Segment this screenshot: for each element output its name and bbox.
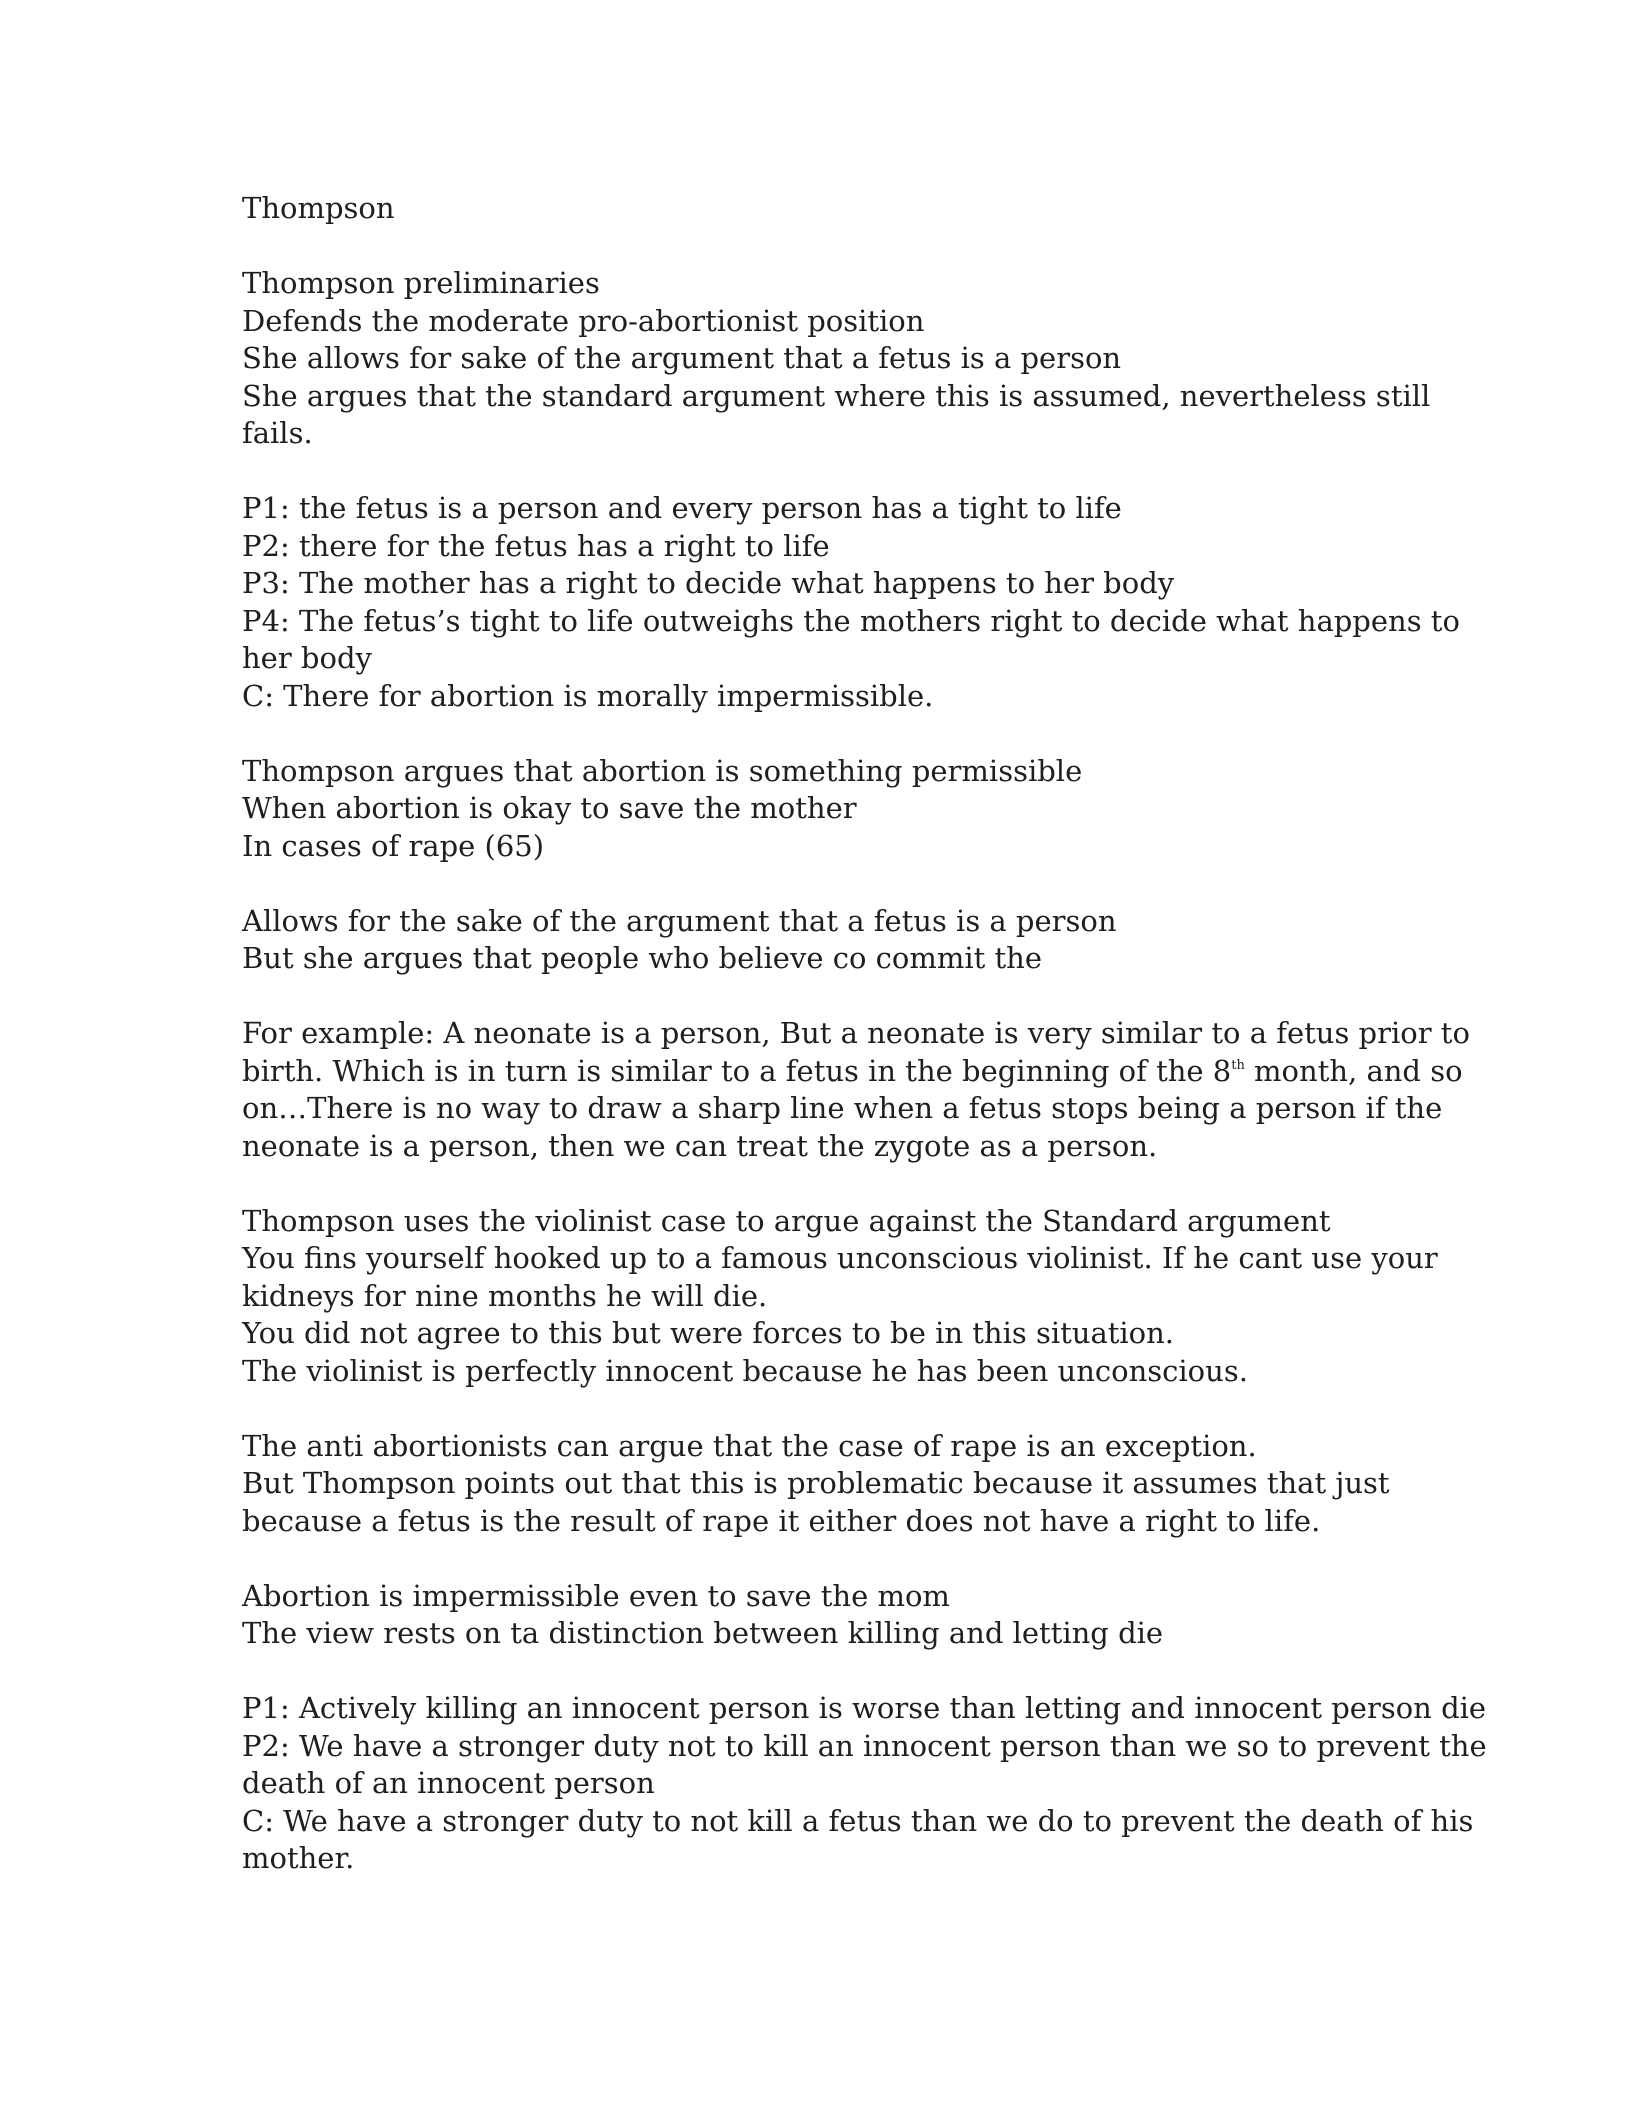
text-line: Abortion is impermissible even to save the mom [242, 1578, 950, 1613]
paragraph-allows [242, 903, 1422, 978]
paragraph-rape-exception [242, 1428, 1422, 1541]
text-line [242, 1053, 1463, 1091]
paragraph-preliminaries [242, 265, 1431, 453]
document-title [242, 190, 1422, 228]
premise-line: P1: the fetus is a person and every person has a tight to life [242, 491, 1122, 525]
text-line: Allows for the sake of the argument that a fetus is a person [242, 903, 1117, 938]
text-line: Defends the moderate pro-abortionist position [242, 303, 925, 338]
text-line: Thompson preliminaries [242, 266, 600, 300]
text-line: When abortion is okay to save the mother [242, 791, 857, 825]
title-line: Thompson [242, 191, 395, 225]
text-line: For example: A neonate is a person, But a neonate is very similar to a fetus prior to [242, 1016, 1470, 1050]
text-line: In cases of rape (65) [242, 828, 545, 863]
text-line: The violinist is perfectly innocent because he has been unconscious. [242, 1353, 1248, 1388]
paragraph-permissible [242, 753, 1422, 866]
paragraph-standard-argument [242, 490, 1460, 715]
text-line: Thompson argues that abortion is something permissible [242, 753, 1083, 788]
premise-line: P2: there for the fetus has a right to life [242, 528, 830, 563]
text-line: But she argues that people who believe co commit the [242, 941, 1042, 975]
text-line: You fins yourself hooked up to a famous unconscious violinist. If he cant use your [242, 1241, 1438, 1275]
conclusion-line: mother. [242, 1841, 355, 1875]
conclusion-line: C: We have a stronger duty to not kill a fetus than we do to prevent the death of his [242, 1803, 1474, 1838]
text-line: kidneys for nine months he will die. [242, 1278, 768, 1313]
text-line: Thompson uses the violinist case to argue against the Standard argument [242, 1203, 1331, 1238]
premise-line: P4: The fetus’s tight to life outweighs the mothers right to decide what happens to [242, 603, 1460, 638]
text-segment: birth. Which is in turn is similar to a fetus in the beginning of the 8 [242, 1053, 1232, 1088]
document-body [242, 190, 1487, 1878]
paragraph-violinist [242, 1203, 1438, 1391]
premise-line: death of an innocent person [242, 1766, 655, 1800]
conclusion-line: C: There for abortion is morally impermissible. [242, 678, 934, 713]
text-line: on…There is no way to draw a sharp line when a fetus stops being a person if the [242, 1091, 1443, 1125]
text-line: fails. [242, 416, 313, 450]
paragraph-example [242, 1015, 1470, 1165]
premise-line: P1: Actively killing an innocent person is worse than letting and innocent person die [242, 1691, 1487, 1725]
premise-line: P2: We have a stronger duty not to kill an innocent person than we so to prevent the [242, 1728, 1487, 1763]
text-line: But Thompson points out that this is problematic because it assumes that just [242, 1466, 1390, 1500]
text-line: The anti abortionists can argue that the case of rape is an exception. [242, 1428, 1257, 1463]
ordinal-superscript: th [1231, 1057, 1245, 1073]
text-line: because a fetus is the result of rape it either does not have a right to life. [242, 1503, 1321, 1538]
text-line: She argues that the standard argument where this is assumed, nevertheless still [242, 378, 1431, 413]
text-segment: month, and so [1244, 1053, 1463, 1088]
text-line: She allows for sake of the argument that a fetus is a person [242, 341, 1122, 375]
text-line: The view rests on ta distinction between killing and letting die [242, 1616, 1164, 1650]
premise-line: her body [242, 641, 372, 675]
text-line: You did not agree to this but were forces to be in this situation. [242, 1316, 1175, 1350]
paragraph-killing-argument [242, 1690, 1487, 1878]
premise-line: P3: The mother has a right to decide what happens to her body [242, 566, 1175, 600]
paragraph-save-mom [242, 1578, 1422, 1653]
text-line: neonate is a person, then we can treat the zygote as a person. [242, 1128, 1158, 1163]
